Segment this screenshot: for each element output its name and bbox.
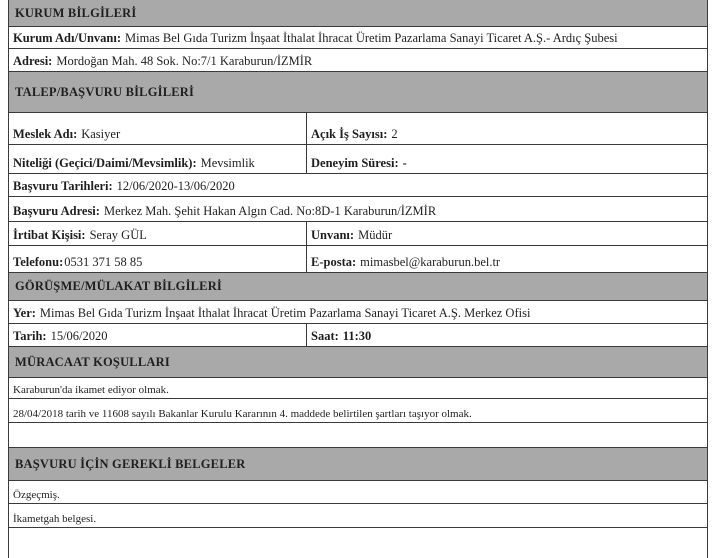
kosul-item: Karaburun'da ikamet ediyor olmak. [13, 384, 169, 396]
cell-yer [9, 301, 707, 323]
row-adres [9, 49, 707, 72]
deneyim-value: - [402, 156, 407, 170]
irtibat-label: İrtibat Kişisi: [13, 228, 86, 242]
basvuru-adres-label: Başvuru Adresi: [13, 204, 100, 218]
row-basvuru-adres [9, 197, 707, 222]
row-irtibat [9, 222, 707, 246]
eposta-label: E-posta: [311, 255, 357, 269]
cell-meslek [9, 113, 307, 144]
cell-unvan [307, 222, 707, 245]
kosul-item: 28/04/2018 tarih ve 11608 sayılı Bakanlar Kurulu Kararının 4. maddede belirtilen şartları taşıyor olmak. [13, 408, 472, 420]
yer-value: Mimas Bel Gıda Turizm İnşaat İthalat İhracat Üretim Pazarlama Sanayi Ticaret A.Ş. Merkez Ofisi [39, 306, 531, 320]
row-kosul-2 [9, 399, 707, 423]
nitelik-value: Mevsimlik [200, 156, 255, 170]
kurum-adi-value: Mimas Bel Gıda Turizm İnşaat İthalat İhracat Üretim Pazarlama Sanayi Ticaret A.Ş.- Ardıç Şubesi [125, 31, 618, 45]
irtibat-value: Seray GÜL [89, 228, 147, 242]
cell-basvuru-tarih [9, 174, 707, 196]
unvan-value: Müdür [358, 228, 393, 242]
cell-eposta [307, 246, 707, 272]
telefon-label: Telefonu: [13, 255, 64, 269]
adres-label: Adresi: [13, 54, 53, 68]
row-kurum-adi [9, 27, 707, 49]
cell-irtibat [9, 222, 307, 245]
saat-value: 11:30 [342, 329, 372, 343]
row-telefon [9, 246, 707, 273]
row-basvuru-tarih [9, 174, 707, 197]
basvuru-tarih-value: 12/06/2020-13/06/2020 [116, 179, 235, 193]
section-talep-heading: TALEP/BAŞVURU BİLGİLERİ [9, 72, 707, 113]
row-tarih-saat [9, 324, 707, 347]
kurum-adi-label: Kurum Adı/Unvanı: [13, 31, 122, 45]
row-belge-2 [9, 504, 707, 528]
basvuru-tarih-label: Başvuru Tarihleri: [13, 179, 113, 193]
belge-item: İkametgah belgesi. [13, 513, 97, 525]
cell-acik-is [307, 113, 707, 144]
section-kurum-heading: KURUM BİLGİLERİ [9, 0, 707, 27]
row-kosul-1 [9, 378, 707, 399]
cell-nitelik [9, 145, 307, 173]
meslek-value: Kasiyer [81, 127, 121, 141]
cell-adres [9, 49, 707, 71]
cell-deneyim [307, 145, 707, 173]
meslek-label: Meslek Adı: [13, 127, 78, 141]
row-belge-empty [9, 528, 707, 558]
acik-is-label: Açık İş Sayısı: [311, 127, 388, 141]
row-yer [9, 301, 707, 324]
gorusme-tarih-value: 15/06/2020 [50, 329, 108, 343]
cell-kurum-adi [9, 27, 707, 48]
saat-label: Saat: [311, 329, 339, 343]
unvan-label: Unvanı: [311, 228, 355, 242]
gorusme-tarih-label: Tarih: [13, 329, 47, 343]
adres-value: Mordoğan Mah. 48 Sok. No:7/1 Karaburun/İZMİR [56, 54, 313, 68]
nitelik-label: Niteliği (Geçici/Daimi/Mevsimlik): [13, 156, 197, 170]
row-kosul-empty [9, 423, 707, 448]
cell-basvuru-adres [9, 197, 707, 221]
basvuru-adres-value: Merkez Mah. Şehit Hakan Algın Cad. No:8D-1 Karaburun/İZMİR [103, 204, 437, 218]
cell-telefon [9, 246, 307, 272]
acik-is-value: 2 [391, 127, 398, 141]
row-belge-1 [9, 481, 707, 504]
cell-gorusme-tarih [9, 324, 307, 346]
section-kosullar-heading: MÜRACAAT KOŞULLARI [9, 347, 707, 378]
row-nitelik [9, 145, 707, 174]
section-belgeler-heading: BAŞVURU İÇİN GEREKLİ BELGELER [9, 448, 707, 481]
belge-item: Özgeçmiş. [13, 489, 60, 501]
cell-saat [307, 324, 707, 346]
form-table [8, 0, 708, 558]
row-meslek [9, 113, 707, 145]
deneyim-label: Deneyim Süresi: [311, 156, 399, 170]
telefon-value: 0531 371 58 85 [64, 255, 143, 269]
section-gorusme-heading: GÖRÜŞME/MÜLAKAT BİLGİLERİ [9, 273, 707, 301]
eposta-value: mimasbel@karaburun.bel.tr [360, 255, 501, 269]
yer-label: Yer: [13, 306, 36, 320]
